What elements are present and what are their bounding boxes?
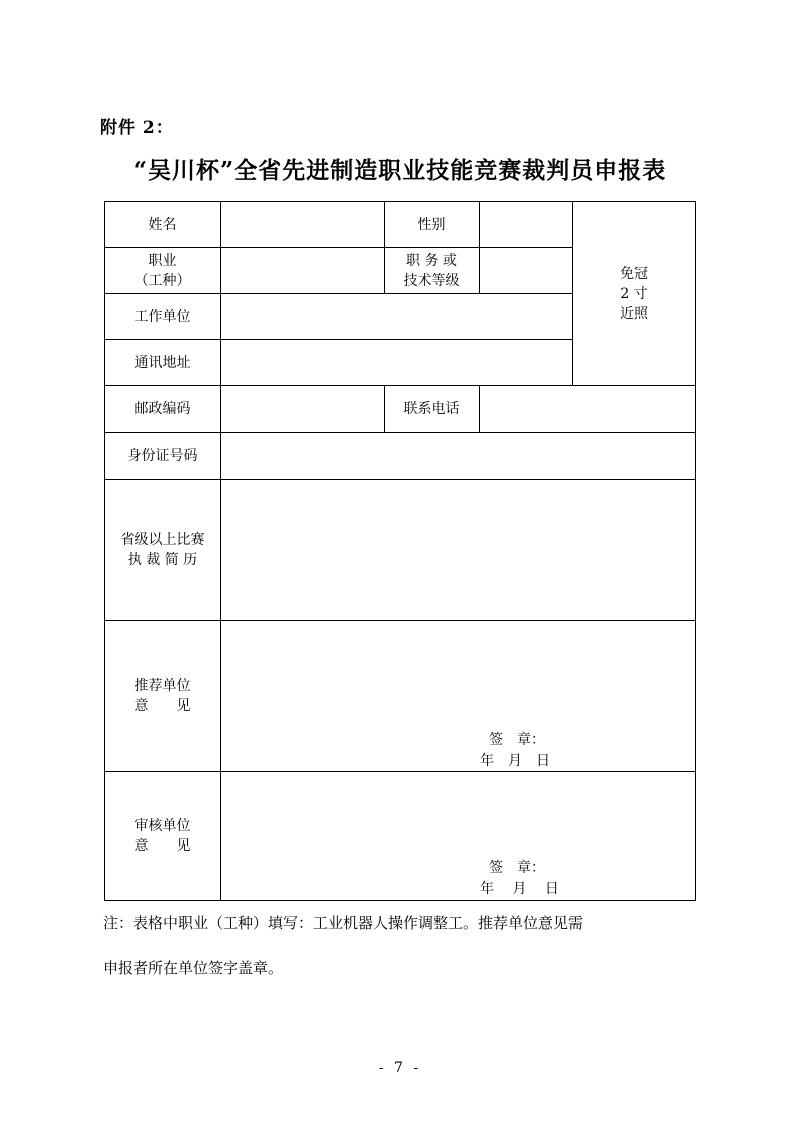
application-form-table [104, 201, 696, 901]
note-line: 申报者所在单位签字盖章。 [103, 959, 284, 977]
position-label: 职 务 或 技术等级 [403, 252, 460, 289]
address-field[interactable] [221, 340, 572, 385]
judging-history-field[interactable] [221, 480, 695, 620]
form-title: “吴川杯”全省先进制造职业技能竞赛裁判员申报表 [133, 157, 667, 184]
judging-history-label: 省级以上比赛 执 裁 简 历 [120, 532, 205, 568]
phone-label: 联系电话 [403, 401, 460, 417]
position-field[interactable] [480, 248, 572, 293]
photo-label-line: 免冠 [620, 265, 648, 282]
recommending-seal-label: 签 章： [489, 732, 545, 748]
review-opinion-label: 审核单位 意 见 [134, 818, 191, 854]
gender-label: 性别 [417, 216, 446, 233]
recommending-opinion-field[interactable] [221, 621, 695, 771]
gender-field[interactable] [480, 202, 572, 247]
postcode-label: 邮政编码 [134, 401, 191, 417]
note-line: 注：表格中职业（工种）填写：工业机器人操作调整工。推荐单位意见需 [103, 914, 584, 932]
name-field[interactable] [221, 202, 384, 247]
address-label: 通讯地址 [134, 354, 191, 371]
photo-label-line: 近照 [620, 305, 648, 322]
employer-label: 工作单位 [134, 308, 191, 325]
postcode-field[interactable] [221, 386, 384, 432]
photo-placeholder [573, 202, 695, 385]
recommending-date-label: 年 月 日 [480, 753, 550, 769]
review-date-label: 年 月 日 [480, 881, 559, 897]
occupation-label: 职业 （工种） [134, 252, 191, 289]
name-label: 姓名 [148, 216, 177, 233]
occupation-field[interactable] [221, 248, 384, 293]
recommending-opinion-label: 推荐单位 意 见 [134, 678, 191, 714]
review-seal-label: 签 章： [489, 860, 545, 876]
photo-label-line: 2 寸 [620, 285, 648, 302]
employer-field[interactable] [221, 294, 572, 339]
phone-field[interactable] [480, 386, 695, 432]
id-number-label: 身份证号码 [127, 448, 198, 464]
page-number: - 7 - [378, 1060, 422, 1076]
review-opinion-field[interactable] [221, 772, 695, 900]
id-number-field[interactable] [221, 433, 695, 479]
annex-label: 附件 2： [100, 118, 174, 138]
